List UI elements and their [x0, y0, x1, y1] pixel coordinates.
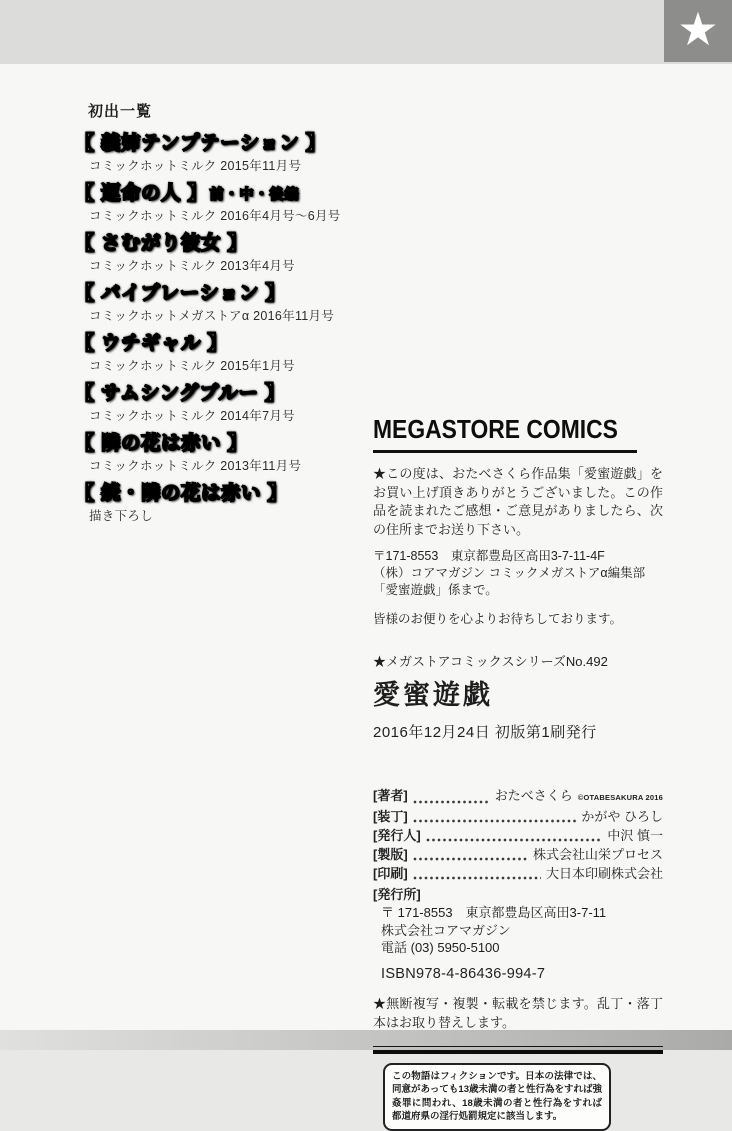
- imprint-logo: [373, 414, 637, 453]
- credit-row: [373, 864, 663, 883]
- isbn: ISBN978-4-86436-994-7: [381, 965, 546, 982]
- editorial-address-line: （株）コアマガジン コミックメガストアα編集部: [373, 566, 646, 580]
- reproduction-notice: ★無断複写・複製・転載を禁じます。乱丁・落丁本はお取り替えします。: [373, 995, 663, 1030]
- work-source: 描き下ろし: [89, 509, 154, 523]
- credit-value: 中沢 慎一: [607, 828, 663, 843]
- first-publication-list: [75, 100, 380, 531]
- publication-entry: [75, 381, 380, 424]
- scan-top-band: [0, 0, 732, 64]
- publication-entry: [75, 181, 380, 224]
- dot-leader: [413, 851, 528, 861]
- work-title: 【 ウチギャル 】: [75, 333, 228, 354]
- work-source: コミックホットミルク 2015年11月号: [89, 159, 302, 173]
- publication-entry: [75, 281, 380, 324]
- publisher-address-line: 〒 171-8553 東京都豊島区高田3-7-11: [381, 905, 607, 920]
- publication-entry: [75, 131, 380, 174]
- credit-value: かがや ひろし: [581, 809, 663, 824]
- work-title: 【 サムシングブルー 】: [75, 383, 285, 404]
- credit-label: [著者]: [373, 788, 408, 803]
- credit-value: 株式会社山栄プロセス: [532, 847, 663, 862]
- series-number: ★メガストアコミックスシリーズNo.492: [373, 654, 608, 669]
- work-source: コミックホットミルク 2016年4月号～6月号: [89, 209, 341, 223]
- publisher-label: [発行所]: [373, 887, 421, 902]
- work-source: コミックホットミルク 2014年7月号: [89, 409, 295, 423]
- work-title: 【 運命の人 】: [75, 183, 208, 204]
- colophon-block: [373, 414, 663, 1131]
- credit-row: [373, 845, 663, 864]
- dot-leader: [413, 870, 541, 880]
- work-title-suffix: 前・中・後編: [209, 186, 300, 202]
- publication-entry: [75, 481, 380, 524]
- credit-value: 大日本印刷株式会社: [545, 866, 663, 881]
- edition-date: 2016年12月24日 初版第1刷発行: [373, 724, 597, 741]
- credit-label: [製版]: [373, 847, 408, 862]
- star-icon: ★: [677, 3, 719, 55]
- legal-disclaimer-box: この物語はフィクションです。日本の法律では、同意があっても13歳未満の者と性行為をすれば強姦罪に問われ、18歳未満の者と性行為をすれば都道府県の淫行処罰規定に該当します。: [383, 1063, 611, 1131]
- first-publication-heading: 初出一覧: [88, 103, 153, 120]
- waiting-line: 皆様のお便りを心よりお待ちしております。: [373, 612, 623, 626]
- credits-list: [373, 786, 663, 957]
- dot-leader: [413, 813, 577, 823]
- dot-leader: [426, 832, 603, 842]
- publication-entry: [75, 231, 380, 274]
- credit-label: [装丁]: [373, 809, 408, 824]
- editorial-address-line: 〒171-8553 東京都豊島区高田3-7-11-4F: [373, 549, 605, 563]
- work-title: 【 バイブレーション 】: [75, 283, 286, 304]
- credit-row: [373, 826, 663, 845]
- corner-star-tab: [664, 0, 732, 62]
- work-title: 【 さむがり彼女 】: [75, 233, 248, 254]
- credit-label: [発行人]: [373, 828, 421, 843]
- publication-entry: [75, 431, 380, 474]
- work-source: コミックホットメガストアα 2016年11月号: [89, 309, 335, 323]
- work-source: コミックホットミルク 2013年11月号: [89, 459, 302, 473]
- book-title: 愛蜜遊戯: [373, 680, 493, 710]
- credit-row: [373, 807, 663, 826]
- dot-leader: [413, 794, 490, 804]
- work-title: 【 隣の花は赤い 】: [75, 433, 248, 454]
- work-source: コミックホットミルク 2015年1月号: [89, 359, 295, 373]
- publisher-address: [373, 904, 663, 957]
- editorial-address: [373, 548, 663, 599]
- credit-row: [373, 786, 663, 807]
- credit-value: おたべさくら: [494, 788, 573, 803]
- copyright-note: ©OTABESAKURA 2016: [577, 793, 663, 802]
- work-title: 【 続・隣の花は赤い 】: [75, 483, 288, 504]
- editorial-address-line: 「愛蜜遊戯」係まで。: [373, 583, 498, 597]
- divider-double-rule: [373, 1046, 663, 1054]
- work-source: コミックホットミルク 2013年4月号: [89, 259, 295, 273]
- thanks-paragraph: ★この度は、おたべさくら作品集「愛蜜遊戯」をお買い上げ頂きありがとうございました。この作品を読まれたご感想・ご意見がありましたら、次の住所までお送り下さい。: [373, 466, 663, 537]
- publisher-address-line: 株式会社コアマガジン: [381, 922, 511, 938]
- imprint-logo-text: MEGASTORE COMICS: [373, 414, 618, 444]
- publisher-phone: 電話 (03) 5950-5100: [381, 940, 500, 955]
- credit-label: [印刷]: [373, 866, 408, 881]
- work-title: 【 義姉テンプテーション 】: [75, 133, 326, 154]
- publication-entry: [75, 331, 380, 374]
